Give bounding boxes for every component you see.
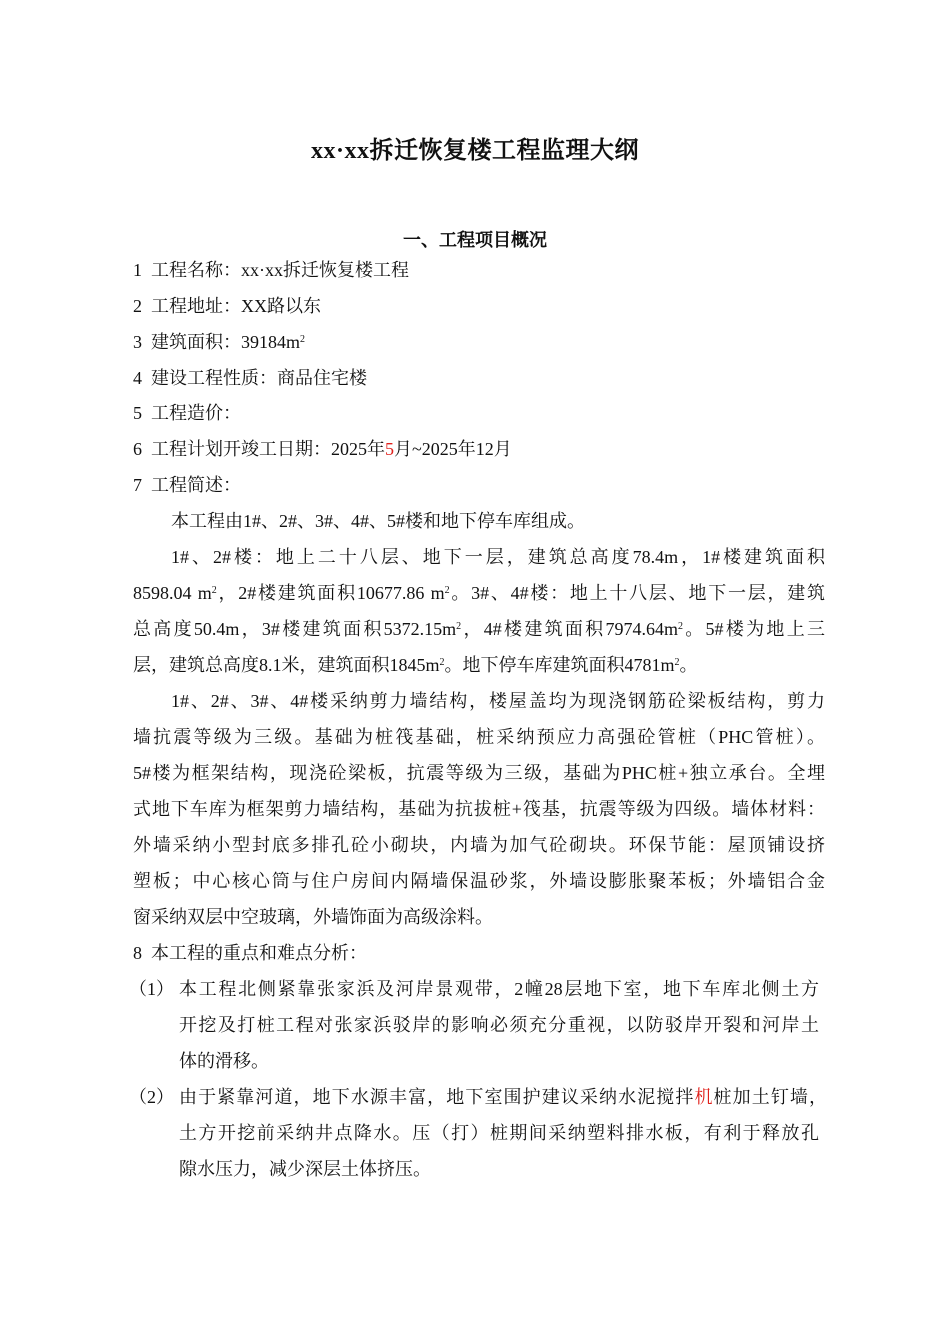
sub-item-number: （1） [129, 979, 174, 999]
paragraph-line: 由于紧靠河道，地下水源丰富，地下室围护建议采纳水泥搅拌机桩加土钉墙， [179, 1087, 828, 1107]
paragraph-line: 层，建筑总高度8.1米，建筑面积$1845m^2$。地下停车库建筑面积$4781m^2$。 [133, 655, 698, 675]
list-item: 2 工程地址：XX路以东 [133, 296, 321, 316]
paragraph-line: 土方开挖前采纳井点降水。压（打）桩期间采纳塑料排水板，有利于释放孔 [179, 1123, 819, 1143]
list-item: 7 工程简述： [133, 475, 241, 495]
list-item: 5 工程造价： [133, 403, 241, 423]
paragraph-line: 1#、2#楼：地上二十八层、地下一层，建筑总高度78.4m，1#楼建筑面积 [171, 547, 825, 567]
paragraph: 本工程由1#、2#、3#、4#、5#楼和地下停车库组成。 [171, 511, 585, 531]
list-item: 1 工程名称：xx·xx拆迁恢复楼工程 [133, 260, 409, 280]
paragraph-line: 总高度50.4m，3#楼建筑面积$5372.15m^2$，4#楼建筑面积$7974.64m^2$。5#楼为地上三 [133, 619, 825, 639]
paragraph-line: 墙抗震等级为三级。基础为桩筏基础，桩采纳预应力高强砼管桩（PHC管桩）。 [133, 727, 825, 747]
paragraph-line: 窗采纳双层中空玻璃，外墙饰面为高级涂料。 [133, 907, 493, 927]
paragraph-line: 式地下车库为框架剪力墙结构，基础为抗拔桩+筏基，抗震等级为四级。墙体材料： [133, 799, 825, 819]
paragraph-line: 开挖及打桩工程对张家浜驳岸的影响必须充分重视，以防驳岸开裂和河岸土 [179, 1015, 819, 1035]
section-heading: 一、工程项目概况 [403, 230, 547, 250]
paragraph-line: 本工程北侧紧靠张家浜及河岸景观带，2幢28层地下室，地下车库北侧土方 [179, 979, 819, 999]
list-item: 4 建设工程性质：商品住宅楼 [133, 368, 367, 388]
paragraph-line: 8598.04 $m^2$，2#楼建筑面积10677.86 $m^2$。3#、4#楼：地上十八层、地下一层，建筑 [133, 583, 825, 603]
paragraph-line: 外墙采纳小型封底多排孔砼小砌块，内墙为加气砼砌块。环保节能：屋顶铺设挤 [133, 835, 825, 855]
list-item: 8 本工程的重点和难点分析： [133, 943, 367, 963]
paragraph-line: 体的滑移。 [179, 1051, 269, 1071]
paragraph-line: 隙水压力，减少深层土体挤压。 [179, 1159, 431, 1179]
paragraph-line: 5#楼为框架结构，现浇砼梁板，抗震等级为三级，基础为PHC桩+独立承台。全埋 [133, 763, 825, 783]
list-item: 3 建筑面积：$39184m^2$ [133, 332, 306, 352]
paragraph-line: 1#、2#、3#、4#楼采纳剪力墙结构，楼屋盖均为现浇钢筋砼梁板结构，剪力 [171, 691, 825, 711]
sub-item-number: （2） [129, 1087, 174, 1107]
list-item: 6 工程计划开竣工日期：2025年5月~2025年12月 [133, 439, 512, 459]
paragraph-line: 塑板；中心核心筒与住户房间内隔墙保温砂浆，外墙设膨胀聚苯板；外墙铝合金 [133, 871, 825, 891]
document-title: xx·xx拆迁恢复楼工程监理大纲 [310, 138, 639, 164]
